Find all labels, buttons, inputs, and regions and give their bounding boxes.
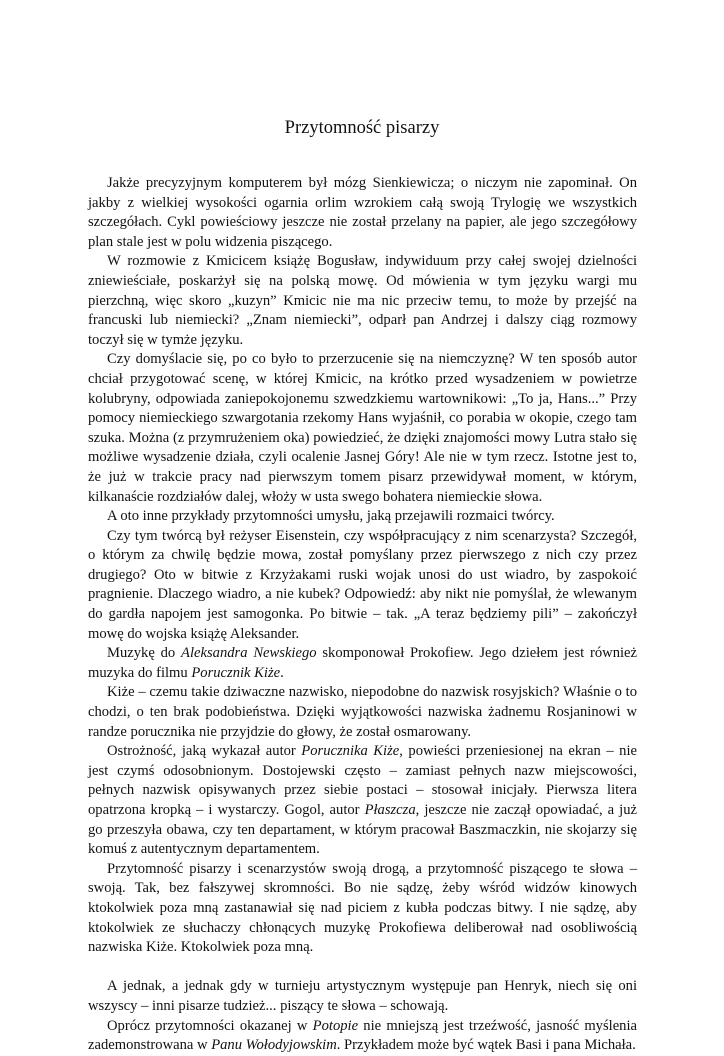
text-run: skomponował Prokofiew. Jego dziełem jest również muzyka do filmu [88, 645, 638, 681]
paragraph [88, 174, 637, 252]
italic-title: Porucznik Kiże [191, 664, 281, 681]
paragraph [88, 977, 637, 1016]
italic-title: Aleksandra Newskiego [181, 645, 317, 662]
paragraph [88, 742, 637, 860]
text-run: . Przykładem może być wątek Basi i pana Michała. [336, 1037, 636, 1054]
text-run: A jednak, a jednak gdy w turnieju artystycznym występuje pan Henryk, niech się oni wszyscy – inni pisarze tudzież... piszący te słowa – schowają. [88, 978, 637, 1014]
text-run: Kiże – czemu takie dziwaczne nazwisko, niepodobne do nazwisk rosyjskich? Właśnie o to chodzi, o ten brak podobieństwa. Dzięki wyjątkowości nazwiska żadnemu Rosjaninowi w randze porucznika nie przyjdzie do głowy, że został osmarowany. [88, 684, 637, 740]
paragraph [88, 252, 637, 350]
text-run: Czy domyślacie się, po co było to przerzucenie się na niemczyznę? W ten sposób autor chciał przygotować scenę, w której Kmicic, na krótko przed wysadzeniem w powietrze kolubryny, odpowiada zaniepokojonemu szwedzkiemu wartownikowi: „To ja, Hans...” Przy pomocy niemieckiego szwargotania rzekomy Hans wyjaśnił, co porabia w okopie, czego tam szuka. Można (z przymrużeniem oka) powiedzieć, że dzięki znajomości mowy Lutra stało się możliwe wysadzenie działa, czyli ocalenie Jasnej Góry! Ale nie w tym rzecz. Istotne jest to, że już w trakcie pracy nad pierwszym tomem pisarz przewidywał moment, w którym, kilkanaście rozdziałów dalej, włoży w usta swego bohatera niemieckie słowa. [88, 351, 637, 505]
text-run: Przytomność pisarzy i scenarzystów swoją drogą, a przytomność piszącego te słowa – swoją. Tak, bez fałszywej skromności. Bo nie sądzę, żeby wśród widzów kinowych ktokolwiek poza mną zastanawiał się nad piciem z kubła podczas bitwy. I nie sądzę, aby ktokolwiek ze słuchaczy chłonących muzykę Prokofiewa deliberował nad osobliwością nazwiska Kiże. Ktokolwiek poza mną. [88, 860, 637, 956]
text-run: Ostrożność, jaką wykazał autor [107, 743, 302, 760]
paragraph [88, 644, 637, 683]
text-run: , powieści przeniesionej na ekran – nie jest czymś odosobnionym. Dostojewski często – zamiast pełnych nazw miejscowości, pełnych nazwisk opisywanych przez siebie postaci – stosował inicjały. Pierwsza litera opatrzona kropką – i wystarczy. Gogol, autor [88, 743, 637, 818]
italic-title: Porucznika Kiże [301, 743, 400, 760]
paragraph [88, 350, 637, 507]
document-body [88, 174, 637, 1056]
text-run: Muzykę do [107, 645, 182, 662]
italic-title: Potopie [312, 1017, 359, 1034]
text-run: nie mniejszą jest trzeźwość, jasność myślenia zademonstrowana w [88, 1017, 638, 1054]
text-run: Oprócz przytomności okazanej w [107, 1017, 313, 1034]
paragraph [88, 683, 637, 742]
text-run: W rozmowie z Kmicicem książę Bogusław, indywiduum przy całej swojej dzielności zniewieściałe, poskarżył się na polską mowę. Od mówienia w tym języku wargi mu pierzchną, więc skoro „kuzyn” Kmicic nie ma nic przeciw temu, to może by przejść na francuski lub niemiecki? „Znam niemiecki”, odparł pan Andrzej i dalszy ciąg rozmowy toczył się w tymże języku. [88, 253, 637, 348]
paragraph [88, 527, 637, 645]
text-run: Jakże precyzyjnym komputerem był mózg Sienkiewicza; o niczym nie zapominał. On jakby z wielkiej wysokości ogarnia orlim wzrokiem całą swoją Trylogię we wszystkich szczegółach. Cykl powieściowy jeszcze nie został przelany na papier, ale jego szczegółowy plan stale jest w polu widzenia piszącego. [88, 175, 637, 250]
text-run: , jeszcze nie zaczął opowiadać, a już go przeszyła obawa, czy ten departament, w którym pracował Baszmaczkin, nie skojarzy się komuś z autentycznym departamentem. [88, 802, 637, 858]
text-run: Czy tym twórcą był reżyser Eisenstein, czy współpracujący z nim scenarzysta? Szczegół, o którym za chwilę będzie mowa, został pomyślany przez pierwszego z nich czy przez drugiego? Oto w bitwie z Krzyżakami ruski wojak unosi do ust wiadro, by zaspokoić pragnienie. Dlaczego wiadro, a nie kubek? Odpowiedź: aby nikt nie pomyślał, że wlewanym do gardła napojem jest samogonka. Po bitwie – tak. „A teraz będziemy pili” – zakończył mowę do wojska książę Aleksander. [88, 527, 637, 642]
paragraph [88, 860, 637, 958]
page-title: Przytomność pisarzy [284, 118, 440, 138]
text-run: . [280, 664, 284, 681]
text-run: A oto inne przykłady przytomności umysłu, jaką przejawili rozmaici twórcy. [107, 508, 555, 525]
italic-title: Panu Wołodyjowskim [211, 1037, 337, 1054]
paragraph [88, 507, 637, 527]
paragraph [88, 1017, 637, 1056]
italic-title: Płaszcza [364, 802, 416, 818]
